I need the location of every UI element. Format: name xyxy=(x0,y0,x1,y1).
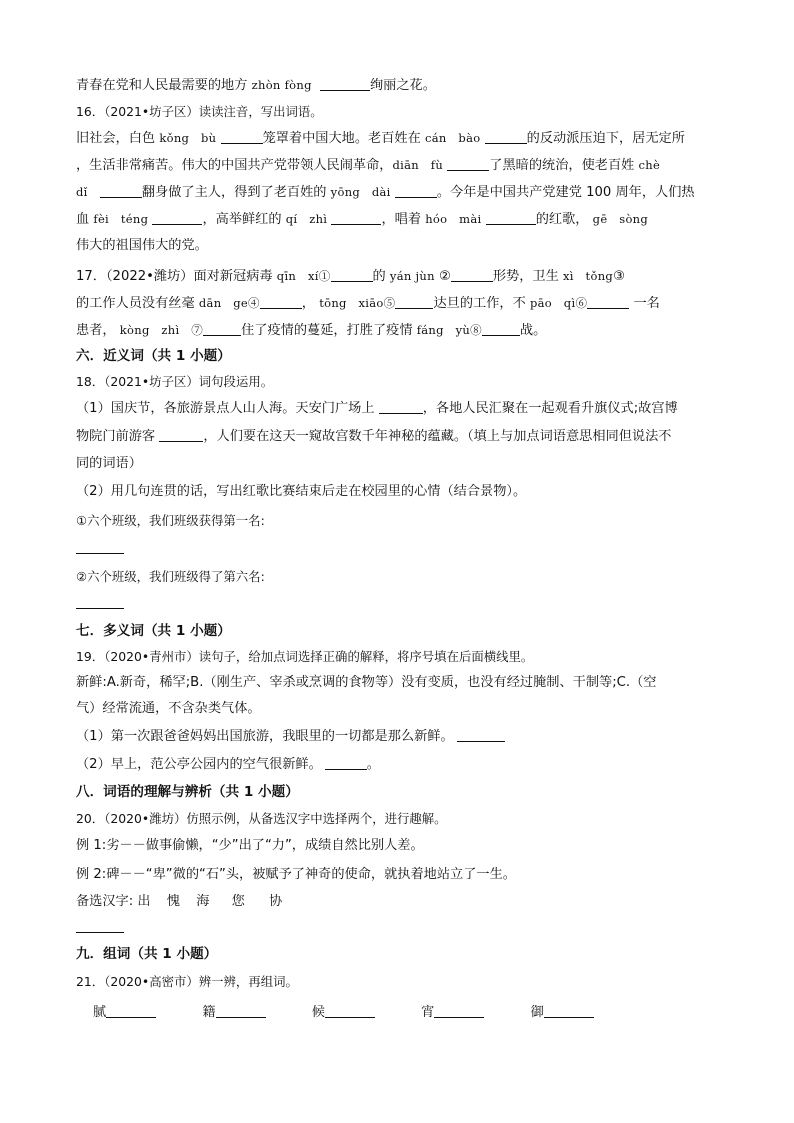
q21-char: 腻 xyxy=(93,1005,107,1020)
text: 的 xyxy=(372,269,386,284)
q18-part1-line2 xyxy=(76,428,671,446)
answer-blank[interactable] xyxy=(485,130,527,144)
answer-blank[interactable] xyxy=(486,211,536,225)
text: 备选汉字: xyxy=(76,894,134,909)
section-9-title: 九．组词（共 1 小题） xyxy=(76,946,218,962)
q16-line-5: 伟大的祖国伟大的党。 xyxy=(76,238,208,253)
q20-example-1: 例 1:劣－－做事偷懒，“少”出了“力”，成绩自然比别人差。 xyxy=(76,838,424,853)
q15-text: 绚丽之花。 xyxy=(369,78,436,93)
text: 形势，卫生 xyxy=(492,269,559,284)
text: 。今年是中国共产党建党 100 周年，人们热 xyxy=(436,185,695,200)
pinyin: gē sòng xyxy=(592,212,649,226)
q19-sentence-2 xyxy=(76,756,380,774)
q18-sentence-2: ②六个班级，我们班级得了第六名: xyxy=(76,569,265,584)
answer-blank[interactable] xyxy=(395,184,437,198)
text: ③ xyxy=(613,269,625,284)
candidate-char: 您 xyxy=(231,894,245,909)
section-7-title: 七．多义词（共 1 小题） xyxy=(76,623,231,639)
answer-line[interactable] xyxy=(76,932,124,933)
answer-blank[interactable] xyxy=(544,1004,594,1018)
pinyin: kòng zhì ⑦ xyxy=(119,323,204,337)
text: （2）早上，范公亭公园内的空气很新鲜。 xyxy=(76,757,322,772)
q18-part1-line3: 同的词语） xyxy=(76,456,142,471)
text: ，各地人民汇聚在一起观看升旗仪式;故宫博 xyxy=(422,401,678,416)
q21-header: 21．（2020•高密市）辨一辨，再组词。 xyxy=(76,974,298,989)
text: ② xyxy=(439,269,451,284)
answer-blank[interactable] xyxy=(482,322,520,336)
q17-line-2 xyxy=(76,294,660,313)
section-6-title: 六．近义词（共 1 小题） xyxy=(76,348,231,364)
pinyin: hóo mài xyxy=(425,212,482,226)
q19-header: 19．（2020•青州市）读句子，给加点词选择正确的解释，将序号填在后面横线里。 xyxy=(76,649,534,664)
q16-line-3 xyxy=(76,183,695,202)
text: 的工作人员没有丝毫 xyxy=(76,296,195,311)
answer-blank[interactable] xyxy=(320,77,370,91)
text: 17．（2022•潍坊）面对新冠病毒 xyxy=(76,269,273,284)
answer-blank[interactable] xyxy=(100,184,142,198)
answer-blank[interactable] xyxy=(395,295,433,309)
answer-line[interactable] xyxy=(76,608,124,609)
text: 患者， xyxy=(76,323,116,338)
pinyin: qīn xí① xyxy=(276,269,331,283)
pinyin: chè xyxy=(638,158,661,172)
answer-blank[interactable] xyxy=(587,295,629,309)
candidate-char: 海 xyxy=(196,894,210,909)
answer-blank[interactable] xyxy=(447,157,489,171)
answer-blank[interactable] xyxy=(379,400,423,414)
candidate-char: 协 xyxy=(268,894,283,909)
answer-blank[interactable] xyxy=(203,322,241,336)
pinyin: tōng xiāo⑤ xyxy=(319,296,396,310)
q20-example-2: 例 2:碑－－“卑”微的“石”头，被赋予了神奇的使命，就执着地站立了一生。 xyxy=(76,867,516,882)
text: 战。 xyxy=(519,323,547,338)
q16-line-1 xyxy=(76,129,685,148)
pinyin: fèi téng xyxy=(93,212,149,226)
q21-word-row xyxy=(93,1004,594,1022)
pinyin: yōng dài xyxy=(330,185,391,199)
q16-header: 16．（2021•坊子区）读读注音，写出词语。 xyxy=(76,104,323,119)
q18-part2: （2）用几句连贯的话，写出红歌比赛结束后走在校园里的心情（结合景物）。 xyxy=(76,484,527,499)
answer-blank[interactable] xyxy=(451,268,493,282)
answer-blank[interactable] xyxy=(325,1004,375,1018)
q20-candidates xyxy=(76,893,282,911)
q20-header: 20．（2020•潍坊）仿照示例，从备选汉字中选择两个，进行趣解。 xyxy=(76,811,447,826)
text: ，生活非常痛苦。伟大的中国共产党带领人民闹革命， xyxy=(76,158,393,173)
pinyin: xì tǒng xyxy=(562,269,614,283)
text: ，人们要在这天一窥故宫数千年神秘的蕴藏。（填上与加点词语意思相同但说法不 xyxy=(203,429,672,444)
q18-header: 18．（2021•坊子区）词句段运用。 xyxy=(76,374,274,389)
answer-blank[interactable] xyxy=(106,1004,156,1018)
pinyin: kǒng bù xyxy=(159,131,217,145)
q15-text: 青春在党和人民最需要的地方 xyxy=(76,78,248,93)
q18-sentence-1: ①六个班级，我们班级获得第一名: xyxy=(76,513,265,528)
text: 的反动派压迫下，居无定所 xyxy=(526,131,685,146)
text: 达旦的工作，不 xyxy=(433,296,526,311)
text: 翻身做了主人，得到了老百姓的 xyxy=(141,185,327,200)
q18-part1-line1 xyxy=(76,400,678,418)
text: ， xyxy=(301,296,315,311)
q21-char: 宵 xyxy=(421,1005,435,1020)
q17-line-3 xyxy=(76,321,546,340)
candidate-char: 愧 xyxy=(166,894,180,909)
text: 。 xyxy=(366,757,380,772)
q21-char: 籍 xyxy=(202,1005,216,1020)
text: 旧社会，白色 xyxy=(76,131,156,146)
answer-blank[interactable] xyxy=(159,428,203,442)
text: ，高举鲜红的 xyxy=(202,212,282,227)
text: 物院门前游客 xyxy=(76,429,156,444)
pinyin: cán bào xyxy=(425,131,481,145)
answer-blank[interactable] xyxy=(331,268,373,282)
q19-def-line2: 气）经常流通，不含杂类气体。 xyxy=(76,701,261,716)
text: （1）第一次跟爸爸妈妈出国旅游，我眼里的一切都是那么新鲜。 xyxy=(76,729,454,744)
pinyin: pāo qì⑥ xyxy=(529,296,588,310)
pinyin: yán jùn xyxy=(389,269,435,283)
pinyin: dān ge④ xyxy=(198,296,260,310)
pinyin: zhòn fòng xyxy=(251,78,312,92)
answer-blank[interactable] xyxy=(331,211,381,225)
text: 了黑暗的统治，使老百姓 xyxy=(489,158,635,173)
q15-tail-line xyxy=(76,76,436,95)
q19-def-line1: 新鲜:A.新奇，稀罕;B.（刚生产、宰杀或烹调的食物等）没有变质，也没有经过腌制、干制等;C.（空 xyxy=(76,675,657,690)
text: ，唱着 xyxy=(381,212,422,227)
text: 住了疫情的蔓延，打胜了疫情 xyxy=(241,323,413,338)
q17-line-1 xyxy=(76,267,625,286)
text: 笼罩着中国大地。老百姓在 xyxy=(262,131,421,146)
section-8-title: 八．词语的理解与辨析（共 1 小题） xyxy=(76,784,299,800)
answer-blank[interactable] xyxy=(260,295,302,309)
q16-line-4 xyxy=(76,210,648,229)
pinyin: dǐ xyxy=(76,185,88,199)
answer-blank[interactable] xyxy=(325,756,367,770)
pinyin: diān fù xyxy=(392,158,444,172)
text: 的红歌， xyxy=(535,212,589,227)
text: （1）国庆节，各旅游景点人山人海。天安门广场上 xyxy=(76,401,375,416)
pinyin: qí zhì xyxy=(285,212,328,226)
text: 一名 xyxy=(633,296,660,311)
pinyin: fáng yù⑧ xyxy=(416,323,482,337)
q19-sentence-1 xyxy=(76,728,505,746)
answer-line[interactable] xyxy=(76,553,124,554)
q21-char: 候 xyxy=(311,1005,325,1020)
answer-blank[interactable] xyxy=(221,130,263,144)
answer-blank[interactable] xyxy=(457,728,505,742)
q21-char: 御 xyxy=(530,1005,544,1020)
text: 血 xyxy=(76,212,90,227)
answer-blank[interactable] xyxy=(152,211,202,225)
answer-blank[interactable] xyxy=(216,1004,266,1018)
answer-blank[interactable] xyxy=(434,1004,484,1018)
candidate-char: 出 xyxy=(137,894,151,909)
q16-line-2 xyxy=(76,156,660,175)
